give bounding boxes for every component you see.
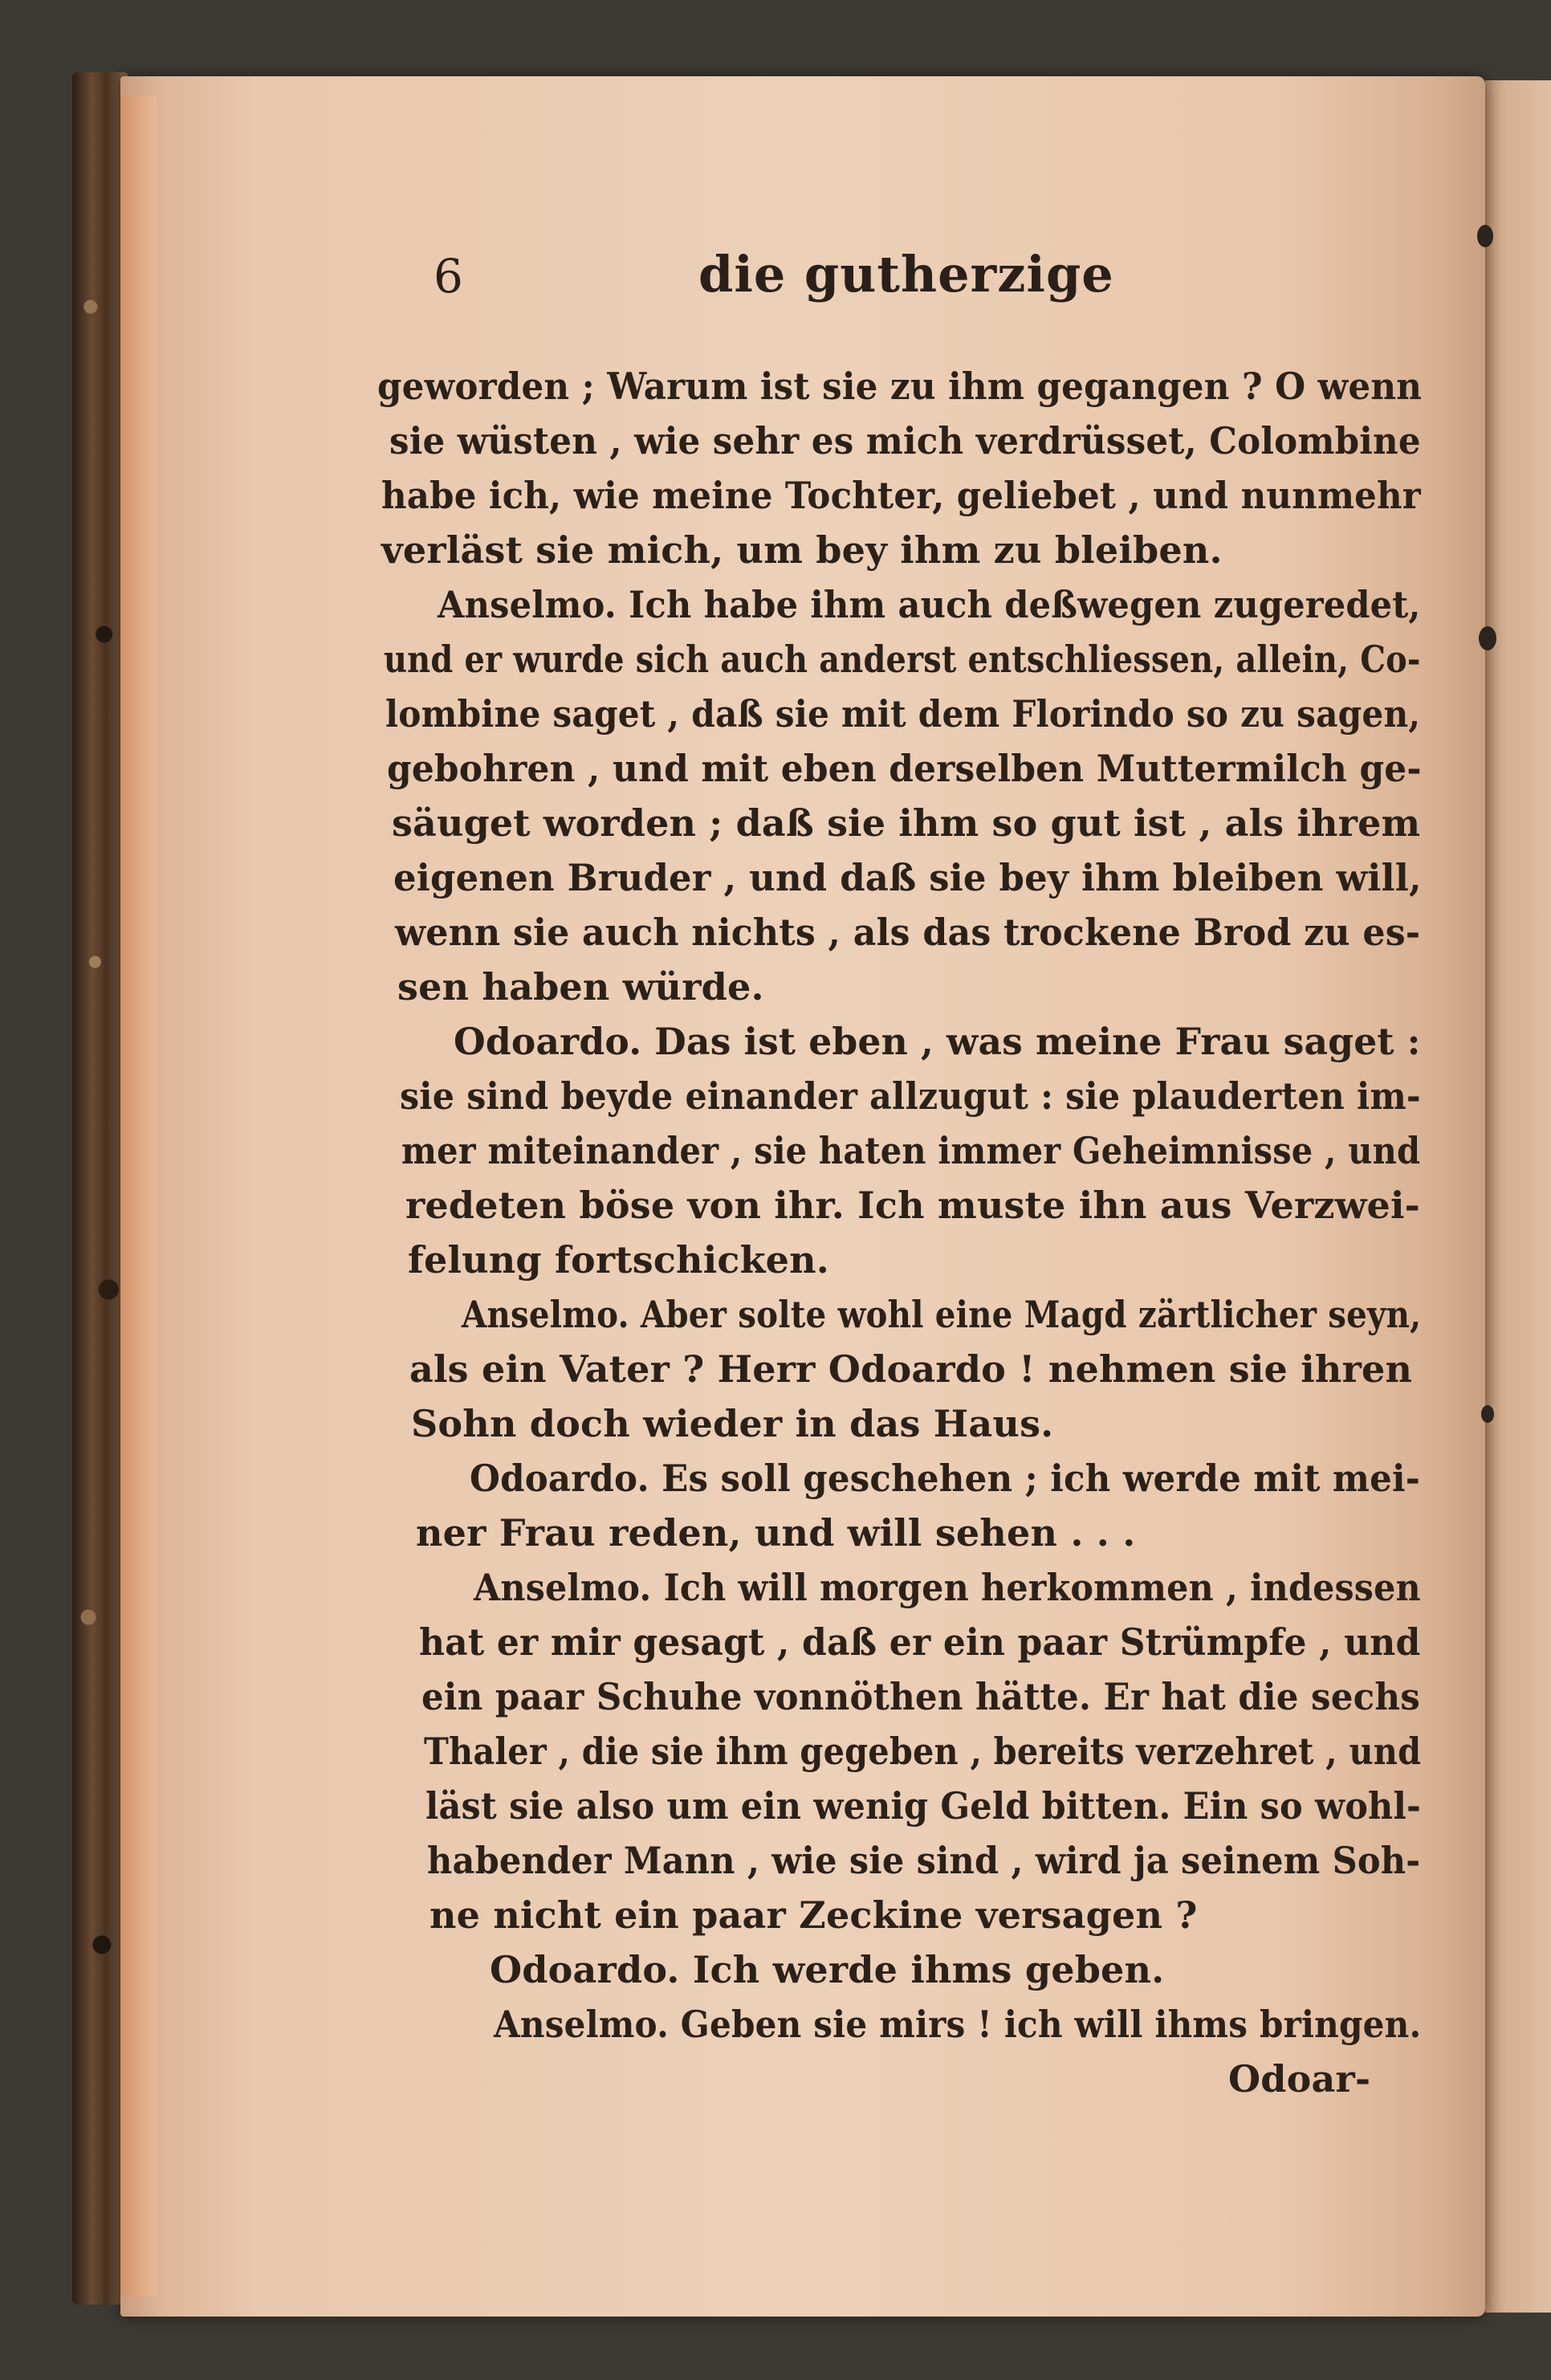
text-line: hat er mir gesagt , daß er ein paar Strümpfe , und: [419, 1620, 1421, 1664]
running-head: die gutherzige: [698, 245, 1114, 304]
text-line: als ein Vater ? Herr Odoardo ! nehmen sie ihren: [409, 1347, 1413, 1391]
text-line: Sohn doch wieder in das Haus.: [411, 1402, 1054, 1445]
text-line: sie sind beyde einander allzugut : sie plauderten im-: [400, 1074, 1421, 1118]
facing-page-edge: [1485, 80, 1551, 2313]
text-line: Anselmo. Ich habe ihm auch deßwegen zugeredet,: [438, 583, 1421, 626]
text-line: gebohren , und mit eben derselben Muttermilch ge-: [387, 747, 1422, 790]
binding-hole: [1479, 626, 1496, 650]
text-line: Thaler , die sie ihm gegeben , bereits verzehret , und: [424, 1730, 1422, 1773]
text-line: geworden ; Warum ist sie zu ihm gegangen ? O wenn: [377, 365, 1423, 408]
text-line: felung fortschicken.: [408, 1238, 829, 1282]
text-line: mer miteinander , sie haten immer Geheimnisse , und: [401, 1129, 1421, 1172]
binding-hole: [1477, 225, 1493, 247]
text-line: und er wurde sich auch anderst entschliessen, allein, Co-: [384, 638, 1421, 681]
text-line: Odoardo. Es soll geschehen ; ich werde mit mei-: [470, 1457, 1420, 1500]
text-line: habe ich, wie meine Tochter, geliebet , und nunmehr: [381, 474, 1421, 517]
page-number: 6: [434, 249, 463, 304]
text-line: Odoardo. Ich werde ihms geben.: [490, 1948, 1165, 1991]
text-line: ein paar Schuhe vonnöthen hätte. Er hat die sechs: [421, 1675, 1420, 1718]
text-line: Anselmo. Ich will morgen herkommen , indessen: [474, 1566, 1421, 1609]
text-line: Anselmo. Geben sie mirs ! ich will ihms bringen.: [494, 2003, 1422, 2046]
text-line: sie wüsten , wie sehr es mich verdrüsset, Colombine: [389, 419, 1421, 463]
catchword: Odoar-: [1228, 2057, 1371, 2101]
text-line: ne nicht ein paar Zeckine versagen ?: [429, 1893, 1198, 1937]
text-line: wenn sie auch nichts , als das trockene Brod zu es-: [395, 911, 1421, 954]
page-fold-edge: [120, 96, 157, 2296]
spine-texture: [77, 88, 122, 2272]
text-line: säuget worden ; daß sie ihm so gut ist , als ihrem: [392, 801, 1421, 845]
text-line: läst sie also um ein wenig Geld bitten. Ein so wohl-: [425, 1784, 1422, 1828]
text-line: redeten böse von ihr. Ich muste ihn aus Verzwei-: [405, 1184, 1420, 1227]
text-line: habender Mann , wie sie sind , wird ja seinem Soh-: [427, 1839, 1421, 1882]
text-line: ner Frau reden, und will sehen . . .: [416, 1511, 1136, 1555]
text-line: Odoardo. Das ist eben , was meine Frau saget :: [454, 1020, 1421, 1063]
binding-hole: [1481, 1405, 1494, 1423]
text-line: lombine saget , daß sie mit dem Florindo so zu sagen,: [385, 692, 1421, 736]
text-line: sen haben würde.: [397, 965, 764, 1009]
text-line: eigenen Bruder , und daß sie bey ihm bleiben will,: [393, 856, 1422, 899]
text-line: Anselmo. Aber solte wohl eine Magd zärtlicher seyn,: [462, 1293, 1422, 1336]
text-line: verläst sie mich, um bey ihm zu bleiben.: [381, 528, 1223, 572]
